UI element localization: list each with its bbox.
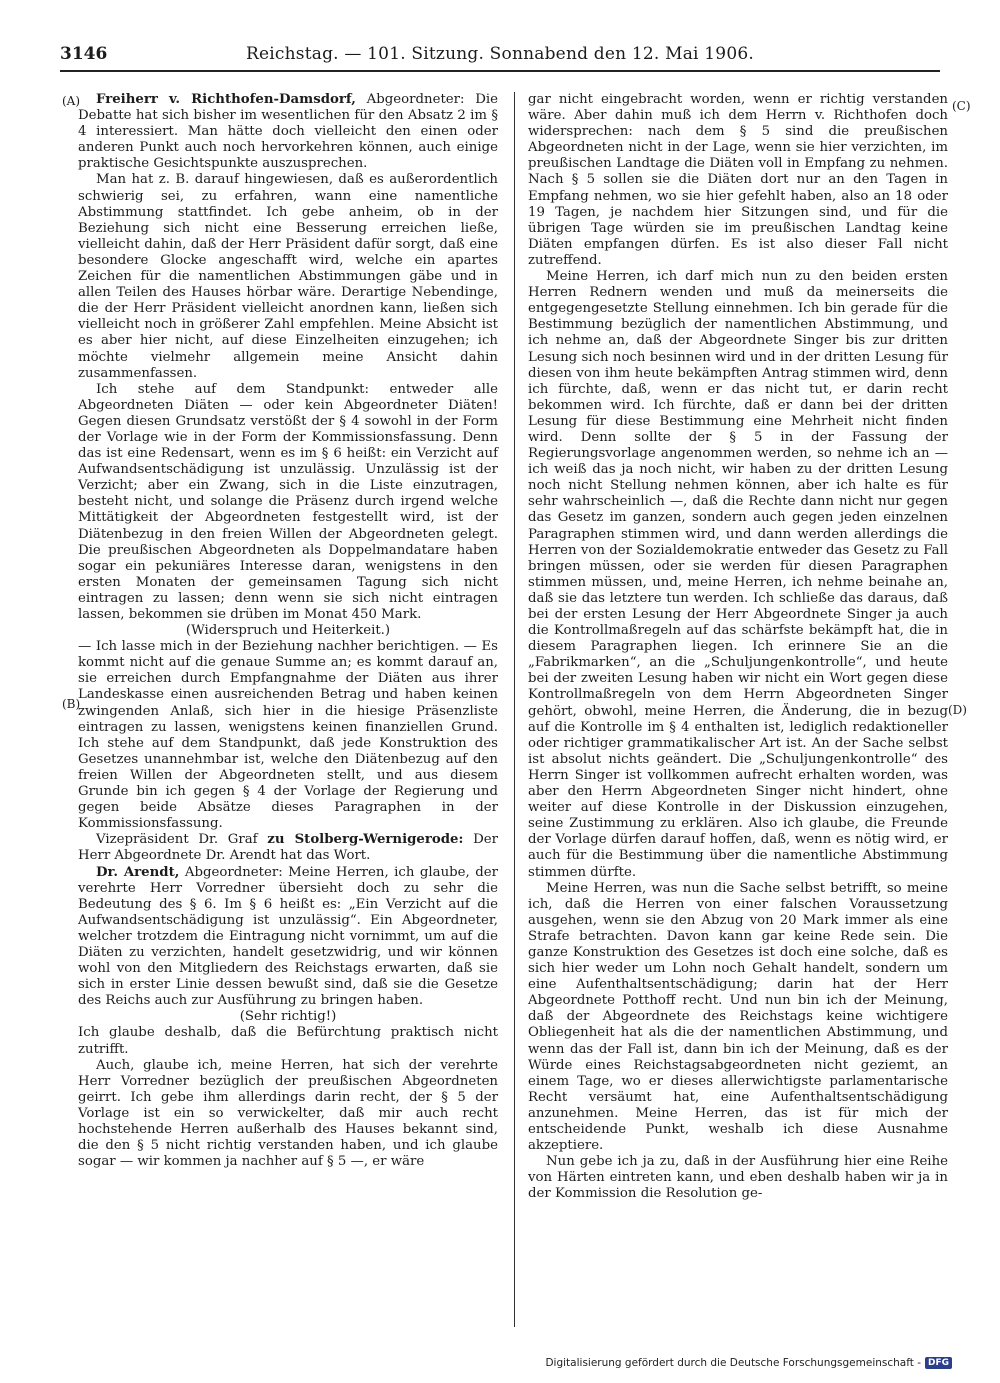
footer-credit: [545, 1357, 952, 1369]
dfg-logo: DFG: [925, 1357, 952, 1369]
header-rule: [60, 70, 940, 72]
running-title: Reichstag. — 101. Sitzung. Sonnabend den 12. Mai 1906.: [246, 44, 754, 64]
paragraph: — Ich lasse mich in der Beziehung nachher berichtigen. — Es kommt nicht auf die genaue Summe an; es kommt darauf an, sie erreichen durch Empfangnahme der Diäten aus ihrer Landeskasse einen ausreichenden Betrag und haben keinen zwingenden Anlaß, sich hier in die hiesige Präsenzliste eintragen zu lassen, wenigstens keinen finanziellen Grund. Ich stehe auf dem Standpunkt, daß jede Konstruktion des Gesetzes unannehmbar ist, welche den Diätenbezug auf den freien Willen der Abgeordneten stellt, und aus diesem Grunde bin ich gegen § 4 der Vorlage der Regierung und gegen beide Absätze dieses Paragraphen in der Kommissionsfassung.: [78, 639, 498, 832]
page-number: 3146: [60, 44, 108, 64]
paragraph-text: Vizepräsident Dr. Graf: [96, 832, 268, 848]
left-column: [78, 92, 498, 1170]
paragraph: Man hat z. B. darauf hingewiesen, daß es außerordentlich schwierig sei, zu erfahren, wann eine namentliche Abstimmung stattfindet. Ich gebe anheim, ob in der Beziehung sich nicht eine Besserung erreichen ließe, vielleicht dahin, daß der Herr Präsident dafür sorgt, daß eine besondere Glocke angeschafft wird, welche ein apartes Zeichen für die namentlichen Abstimmungen gäbe und in allen Teilen des Hauses hörbar wäre. Derartige Nebendinge, die der Herr Präsident vielleicht anordnen kann, ließen sich vielleicht noch in größerer Zahl empfehlen. Meine Absicht ist es aber hier nicht, auf diese Einzelheiten einzugehen; ich möchte vielmehr allgemein meine Ansicht dahin zusammenfassen.: [78, 172, 498, 381]
margin-marker-a: (A): [62, 94, 81, 108]
paragraph-text: Der Herr Abgeordnete Dr. Arendt hat das Wort.: [78, 832, 498, 864]
speaker-name: zu Stolberg-Wernigerode:: [267, 832, 464, 848]
page-header: [60, 44, 940, 68]
paragraph-text: Abgeordneter: Die Debatte hat sich bisher im wesentlichen für den Absatz 2 im § 4 interessiert. Man hätte doch vielleicht den einen oder anderen Punkt auch noch hervorkehren können, auch einige praktische Gesichtspunkte auszusprechen.: [78, 92, 499, 172]
paragraph: Nun gebe ich ja zu, daß in der Ausführung hier eine Reihe von Härten eintreten kann, und eben deshalb haben wir ja in der Kommission die Resolution ge-: [528, 1154, 948, 1202]
interjection: (Widerspruch und Heiterkeit.): [185, 623, 391, 639]
paragraph: [78, 832, 498, 864]
paragraph: Meine Herren, ich darf mich nun zu den beiden ersten Herren Rednern wenden und muß da meinerseits die entgegengesetzte Stellung einnehmen. Ich bin gerade für die Bestimmung bezüglich der namentlichen Abstimmung, und ich nehme an, daß der Abgeordnete Singer bis zur dritten Lesung sich noch besinnen wird und in der dritten Lesung für diesen von ihm heute bekämpften Antrag stimmen wird, denn ich fürchte, daß, wenn er das nicht tut, er darin recht bekommen wird. Ich fürchte, daß er dann bei der dritten Lesung für diese Bestimmung eine Mehrheit nicht finden wird. Denn sollte der § 5 in der Fassung der Regierungsvorlage angenommen werden, so nehme ich an — ich weiß das ja noch nicht, wir haben zu der dritten Lesung noch nicht Stellung nehmen können, aber ich halte es für sehr wahrscheinlich —, daß die Rechte dann nicht nur gegen das Gesetz im ganzen, sondern auch gegen jeden einzelnen Paragraphen stimmen wird, und dann werden allerdings die Herren von der Sozialdemokratie entweder das Gesetz zu Fall bringen müssen, oder sie werden für diesen Paragraphen stimmen müssen, und, meine Herren, ich nehme beinahe an, daß sie das letztere tun werden. Ich schließe das daraus, daß bei der ersten Lesung der Herr Abgeordnete Singer ja auch die Kontrollmaßregeln auf das schärfste bekämpft hat, die in diesem Paragraphen liegen. Ich erinnere Sie an die „Fabrikmarken“, an die „Schuljungenkontrolle“, und heute bei der zweiten Lesung haben wir nicht ein Wort gegen diese Kontrollmaßregeln von dem Herrn Abgeordneten Singer gehört, obwohl, meine Herren, die Änderung, die in bezug auf die Kontrolle im § 4 enthalten ist, lediglich redaktioneller oder richtiger grammatikalischer Art ist. An der Sache selbst ist absolut nichts geändert. Die „Schuljungenkontrolle“ des Herrn Singer ist vollkommen aufrecht erhalten worden, was aber den Herrn Abgeordneten Singer nicht hindert, ohne weiter auf diese Kontrolle in der Diskussion einzugehen, seine Zustimmung zu erklären. Also ich glaube, die Freunde der Vorlage dürfen darauf hoffen, daß, wenn es nötig wird, er auch für die Bestimmung über die namentliche Abstimmung stimmen dürfte.: [528, 269, 948, 880]
paragraph: Meine Herren, was nun die Sache selbst betrifft, so meine ich, daß die Herren von einer falschen Voraussetzung ausgehen, wenn sie den Abzug von 20 Mark immer als eine Strafe betrachten. Davon kann gar keine Rede sein. Die ganze Konstruktion des Gesetzes ist doch eine solche, daß es sich hier weder um Lohn noch Gehalt handelt, sondern um eine Aufenthaltsentschädigung; darin hat der Herr Abgeordnete Potthoff recht. Und nun bin ich der Meinung, daß der Abgeordnete des Reichstags keine wichtigere Obliegenheit hat als die der namentlichen Abstimmung, und wenn das der Fall ist, dann bin ich der Meinung, daß es der Würde eines Reichstagsabgeordneten nicht geziemt, an einem Tage, wo er dieses allerwichtigste parlamentarische Recht versäumt hat, eine Aufenthaltsentschädigung anzunehmen. Meine Herren, das ist für mich der entscheidende Punkt, weshalb ich diese Ausnahme akzeptiere.: [528, 880, 948, 1154]
paragraph: Auch, glaube ich, meine Herren, hat sich der verehrte Herr Vorredner bezüglich der preußischen Abgeordneten geirrt. Ich gebe ihm allerdings darin recht, der § 5 der Vorlage ist ein so verwickelter, daß mir auch recht hochstehende Herren außerhalb des Hauses bekannt sind, die den § 5 nicht richtig verstanden haben, und ich glaube sogar — wir kommen ja nachher auf § 5 —, er wäre: [78, 1057, 498, 1170]
paragraph: Ich glaube deshalb, daß die Befürchtung praktisch nicht zutrifft.: [78, 1025, 498, 1057]
paragraph: gar nicht eingebracht worden, wenn er richtig verstanden wäre. Aber dahin muß ich dem Herrn v. Richthofen doch widersprechen: nach dem § 5 sind die preußischen Abgeordneten nicht in der Lage, wenn sie hier verzichten, im preußischen Landtage die Diäten voll in Empfang zu nehmen. Nach § 5 sollen sie die Diäten dort nur an den Tagen in Empfang nehmen, wo sie hier gefehlt haben, also an 18 oder 19 Tagen, je nachdem hier Sitzungen sind, und für die übrigen Tage würden sie im preußischen Landtag keine Diäten empfangen dürfen. Es ist also dieser Fall nicht zutreffend.: [528, 92, 948, 268]
speaker-name: Freiherr v. Richthofen-Damsdorf,: [96, 92, 356, 107]
interjection: (Sehr richtig!): [239, 1009, 337, 1025]
footer-text: Digitalisierung gefördert durch die Deutsche Forschungsgemeinschaft -: [545, 1357, 921, 1369]
paragraph: Ich stehe auf dem Standpunkt: entweder alle Abgeordneten Diäten — oder kein Abgeordneter Diäten! Gegen diesen Grundsatz verstößt der § 4 sowohl in der Form der Vorlage wie in der Form der Kommissionsfassung. Denn das ist eine Redensart, wenn es im § 6 heißt: ein Verzicht auf Aufwandsentschädigung ist unzulässig. Unzulässig ist der Verzicht; aber ein Zwang, sich in die Liste einzutragen, besteht nicht, und solange die Präsenz durch irgend welche Mittätigkeit der Abgeordneten festgestellt wird, ist der Diätenbezug in den freien Willen der Abgeordneten gelegt. Die preußischen Abgeordneten als Doppelmandatare haben sogar ein pekuniäres Interesse daran, wenigstens in den ersten Monaten der gemeinsamen Tagung sich nicht eintragen zu lassen; denn wenn sie sich nicht eintragen lassen, bekommen sie drüben im Monat 450 Mark.: [78, 381, 498, 622]
margin-marker-b: (B): [62, 697, 81, 711]
margin-marker-c: (C): [952, 99, 971, 113]
speaker-name: Dr. Arendt,: [96, 864, 180, 880]
right-column: [528, 92, 948, 1202]
margin-marker-d: (D): [948, 703, 967, 717]
paragraph-text: Abgeordneter: Meine Herren, ich glaube, der verehrte Herr Vorredner übersieht doch zu sehr die Bedeutung des § 6. Im § 6 heißt es: „Ein Verzicht auf die Aufwandsentschädigung ist unzulässig“. Ein Abgeordneter, welcher trotzdem die Eintragung nicht vornimmt, um auf die Diäten zu verzichten, handelt gesetzwidrig, und wir können wohl von den Mitgliedern des Reichstags erwarten, daß sie sich in erster Linie dessen bewußt sind, daß sie die Gesetze des Reichs auch zur Ausführung zu bringen haben.: [78, 864, 498, 1009]
column-divider: [514, 92, 515, 1327]
paragraph: [78, 92, 498, 172]
paragraph: [78, 865, 498, 1010]
